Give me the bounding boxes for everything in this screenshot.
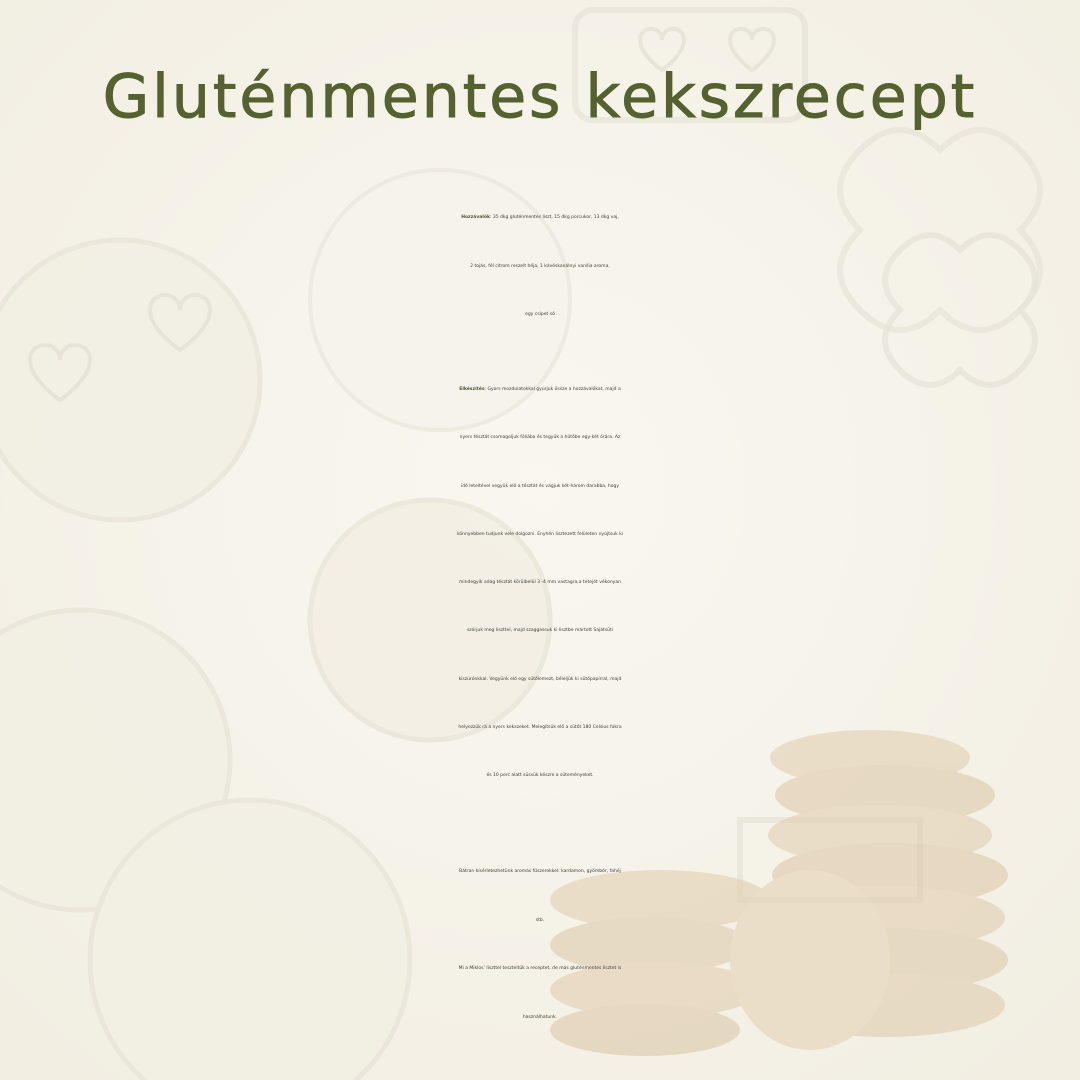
method-line: helyezzük rá a nyers kekszeket. Melegítsük elő a sütőt 180 Celsius fokra [458, 725, 622, 731]
method-line: idő leteltével vegyük elő a tésztát és vágjuk két-három darabba, hogy [460, 483, 620, 489]
tips-section [0, 848, 1080, 1042]
ingredients-label: Hozzávalók [461, 215, 490, 220]
page-title: Gluténmentes kekszrecept [102, 62, 978, 132]
method-text: : Gyors mozdulatokkal gyúrjuk össze a hozzávalókat, majd a [484, 387, 621, 392]
method-line: mindegyik adag tésztát körülbelül 3 -4 mm vastagra,a tetejét vékonyan [459, 580, 621, 586]
ingredients-line: egy csipet só [525, 312, 555, 317]
ingredients-line [0, 194, 1080, 243]
method-line: szórjuk meg liszttel, majd szaggassuk ki lisztbe mártott Sajátsüti [466, 628, 614, 634]
method-label: Elkészítés [459, 387, 485, 392]
tip-line: stb. [535, 917, 545, 923]
ingredients-line: 2 tojás, fél citrom reszelt héja, 1 kávéskanálnyi vanília aroma, [470, 263, 610, 269]
method-line: kiszúrónkkal. Vegyünk elő egy sütőlemezt, béleljük ki sütőpapírral, majd [458, 676, 622, 682]
method-line: könnyebben tudjunk vele dolgozni. Enyhén lisztezett felületen nyújtsuk ki [456, 531, 624, 537]
method-line: és 10 perc alatt süssük készre a süteményeket. [486, 773, 594, 779]
tip-line: Mi a Miklos’ liszttel teszteltük a receptet, de más gluténmentes lisztet is [458, 966, 622, 971]
tip-line: Bátran kísérletezhetünk aromás fűszerekkel: kardamon, gyömbér, fahéj [459, 869, 621, 874]
method-line: nyers tésztát csomagoljuk fóliába és tegyük a hűtőbe egy-két órára. Az [459, 435, 621, 441]
tip-line: használhatunk. [522, 1014, 558, 1020]
ingredients-section [0, 194, 1080, 340]
ingredients-text: : 35 dkg gluténmentes liszt, 15 dkg porcukor, 13 dkg vaj, [489, 215, 619, 220]
method-line [0, 366, 1080, 414]
method-section [0, 366, 1080, 801]
